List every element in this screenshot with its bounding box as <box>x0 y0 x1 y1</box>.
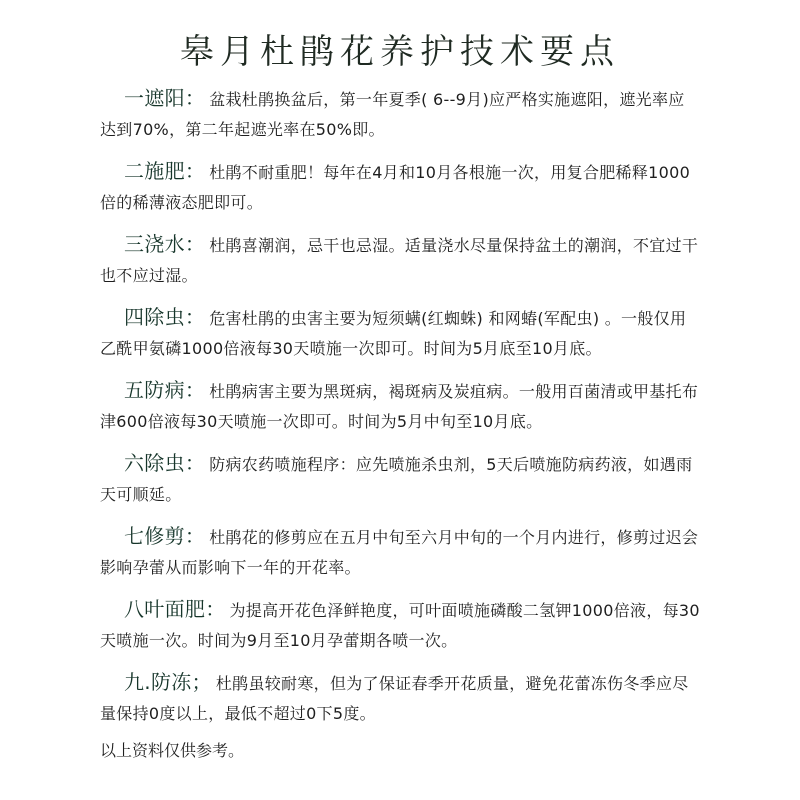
section-foliar-fertilizer <box>100 594 700 656</box>
section-pest-control <box>100 302 700 364</box>
section-paragraph <box>100 667 700 729</box>
page-title: 皋月杜鹃花养护技术要点 <box>180 32 620 72</box>
section-paragraph <box>100 229 700 291</box>
section-text: 杜鹃喜潮润，忌干也忌湿。适量浇水尽量保持盆土的潮润，不宜过干也不应过湿。 <box>100 236 699 285</box>
section-disease-prevention <box>100 375 700 437</box>
section-frost-protection <box>100 667 700 729</box>
section-fertilizing <box>100 156 700 218</box>
section-paragraph <box>100 83 700 145</box>
footer-note: 以上资料仅供参考。 <box>100 741 245 760</box>
section-text: 为提高开花色泽鲜艳度，可叶面喷施磷酸二氢钾1000倍液，每30天喷施一次。时间为9月至10月孕蕾期各喷一次。 <box>100 601 700 650</box>
section-text: 危害杜鹃的虫害主要为短须螨(红蜘蛛) 和网蝽(军配虫) 。一般仅用乙酰甲氨磷1000倍液每30天喷施一次即可。时间为5月底至10月底。 <box>100 309 687 358</box>
section-paragraph <box>100 156 700 218</box>
care-tips-list <box>100 83 700 766</box>
section-label: 四除虫： <box>124 305 206 329</box>
section-label: 八叶面肥： <box>124 597 226 621</box>
section-label: 一遮阳： <box>124 86 206 110</box>
section-label: 二施肥： <box>124 159 206 183</box>
section-paragraph <box>100 302 700 364</box>
section-label: 九.防冻； <box>124 670 212 694</box>
section-text: 杜鹃病害主要为黑斑病，褐斑病及炭疽病。一般用百菌清或甲基托布津600倍液每30天喷施一次即可。时间为5月中旬至10月底。 <box>100 382 699 431</box>
section-text: 防病农药喷施程序：应先喷施杀虫剂，5天后喷施防病药液，如遇雨天可顺延。 <box>100 455 693 504</box>
section-spray-procedure <box>100 448 700 510</box>
section-watering <box>100 229 700 291</box>
section-text: 盆栽杜鹃换盆后，第一年夏季( 6--9月)应严格实施遮阳，遮光率应达到70%，第二年起遮光率在50%即。 <box>100 90 685 139</box>
section-label: 三浇水： <box>124 232 206 256</box>
section-paragraph <box>100 521 700 583</box>
section-text: 杜鹃不耐重肥！每年在4月和10月各根施一次，用复合肥稀释1000倍的稀薄液态肥即可。 <box>100 163 691 212</box>
section-pruning <box>100 521 700 583</box>
section-shading <box>100 83 700 145</box>
section-paragraph <box>100 448 700 510</box>
section-paragraph <box>100 375 700 437</box>
section-text: 杜鹃花的修剪应在五月中旬至六月中旬的一个月内进行，修剪过迟会影响孕蕾从而影响下一年的开花率。 <box>100 528 699 577</box>
section-paragraph <box>100 594 700 656</box>
section-label: 五防病： <box>124 378 206 402</box>
section-text: 杜鹃虽较耐寒，但为了保证春季开花质量，避免花蕾冻伤冬季应尽量保持0度以上，最低不超过0下5度。 <box>100 674 689 723</box>
section-label: 六除虫： <box>124 451 206 475</box>
section-label: 七修剪： <box>124 524 206 548</box>
